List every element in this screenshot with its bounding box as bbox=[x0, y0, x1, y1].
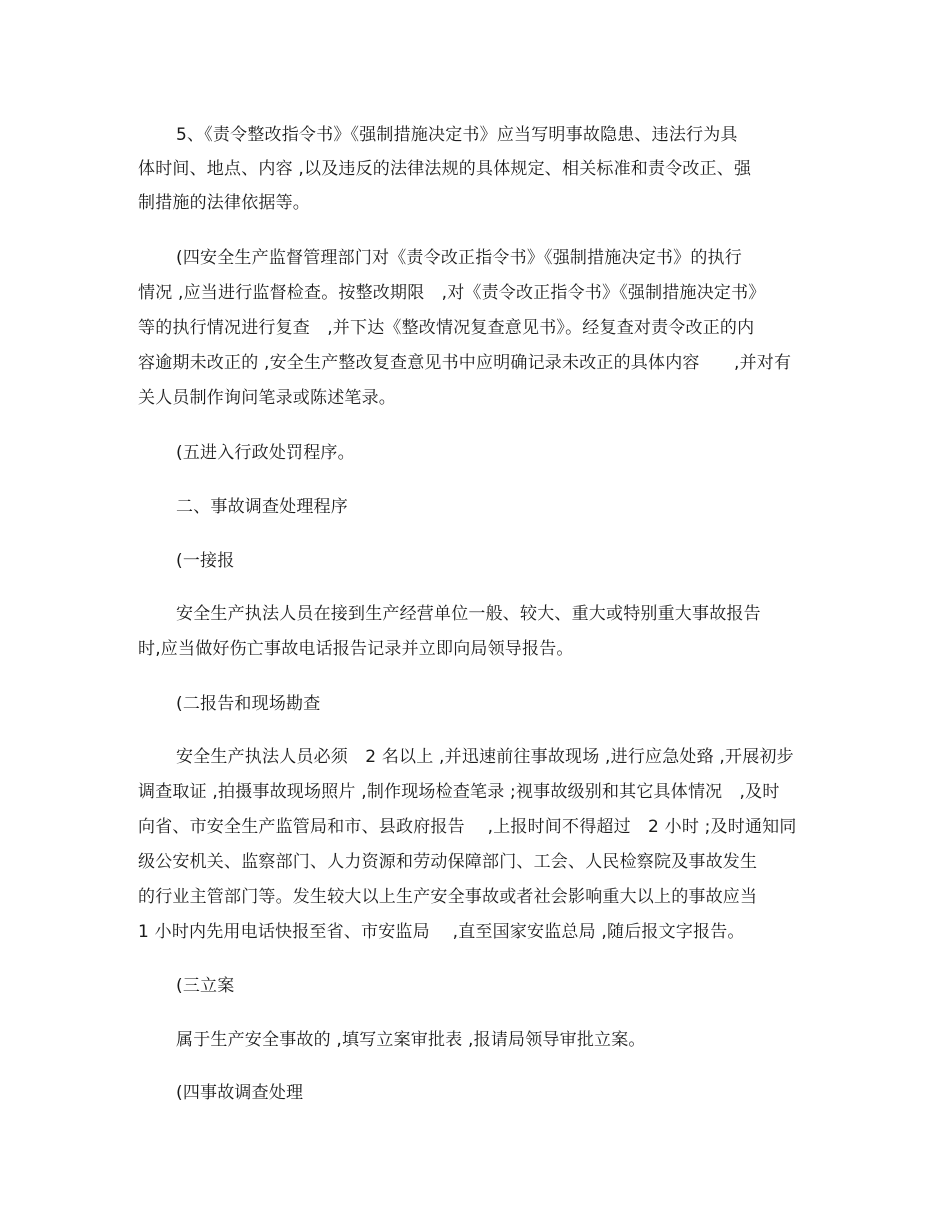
paragraph-line: (五进入行政处罚程序。 bbox=[176, 443, 355, 463]
paragraph-line: 1 小时内先用电话快报至省、市安监局 ,直至国家安监总局 ,随后报文字报告。 bbox=[138, 922, 745, 942]
paragraph-line: 体时间、地点、内容 ,以及违反的法律法规的具体规定、相关标准和责令改正、强 bbox=[138, 159, 752, 179]
subsection-heading: (二报告和现场勘查 bbox=[176, 694, 321, 714]
paragraph-line: 调查取证 ,拍摄事故现场照片 ,制作现场检查笔录 ;视事故级别和其它具体情况 ,及时 bbox=[138, 782, 780, 802]
paragraph-line: 的行业主管部门等。发生较大以上生产安全事故或者社会影响重大以上的事故应当 bbox=[138, 887, 758, 907]
paragraph-line: (四安全生产监督管理部门对《责令改正指令书》《强制措施决定书》的执行 bbox=[176, 248, 742, 268]
paragraph-line: 情况 ,应当进行监督检查。按整改期限 ,对《责令改正指令书》《强制措施决定书》 bbox=[138, 283, 766, 303]
paragraph-line: 属于生产安全事故的 ,填写立案审批表 ,报请局领导审批立案。 bbox=[176, 1030, 646, 1050]
paragraph-line: 向省、市安全生产监管局和市、县政府报告 ,上报时间不得超过 2 小时 ;及时通知同 bbox=[138, 817, 797, 837]
paragraph-line: 安全生产执法人员必须 2 名以上 ,并迅速前往事故现场 ,进行应急处臵 ,开展初步 bbox=[176, 747, 794, 767]
paragraph-line: 容逾期未改正的 ,安全生产整改复查意见书中应明确记录未改正的具体内容 ,并对有 bbox=[138, 353, 792, 373]
section-heading: 二、事故调查处理程序 bbox=[176, 497, 348, 517]
paragraph-line: 时,应当做好伤亡事故电话报告记录并立即向局领导报告。 bbox=[138, 639, 574, 659]
paragraph-line: 关人员制作询问笔录或陈述笔录。 bbox=[138, 388, 396, 408]
paragraph-line: 制措施的法律依据等。 bbox=[138, 193, 310, 213]
paragraph-line: 等的执行情况进行复查 ,并下达《整改情况复查意见书》。经复查对责令改正的内 bbox=[138, 318, 755, 338]
paragraph-line: 级公安机关、监察部门、人力资源和劳动保障部门、工会、人民检察院及事故发生 bbox=[138, 852, 758, 872]
paragraph-line: 5、《责令整改指令书》《强制措施决定书》应当写明事故隐患、违法行为具 bbox=[176, 125, 738, 145]
subsection-heading: (一接报 bbox=[176, 551, 235, 571]
paragraph-line: 安全生产执法人员在接到生产经营单位一般、较大、重大或特别重大事故报告 bbox=[176, 604, 761, 624]
subsection-heading: (三立案 bbox=[176, 976, 235, 996]
subsection-heading: (四事故调查处理 bbox=[176, 1083, 304, 1103]
